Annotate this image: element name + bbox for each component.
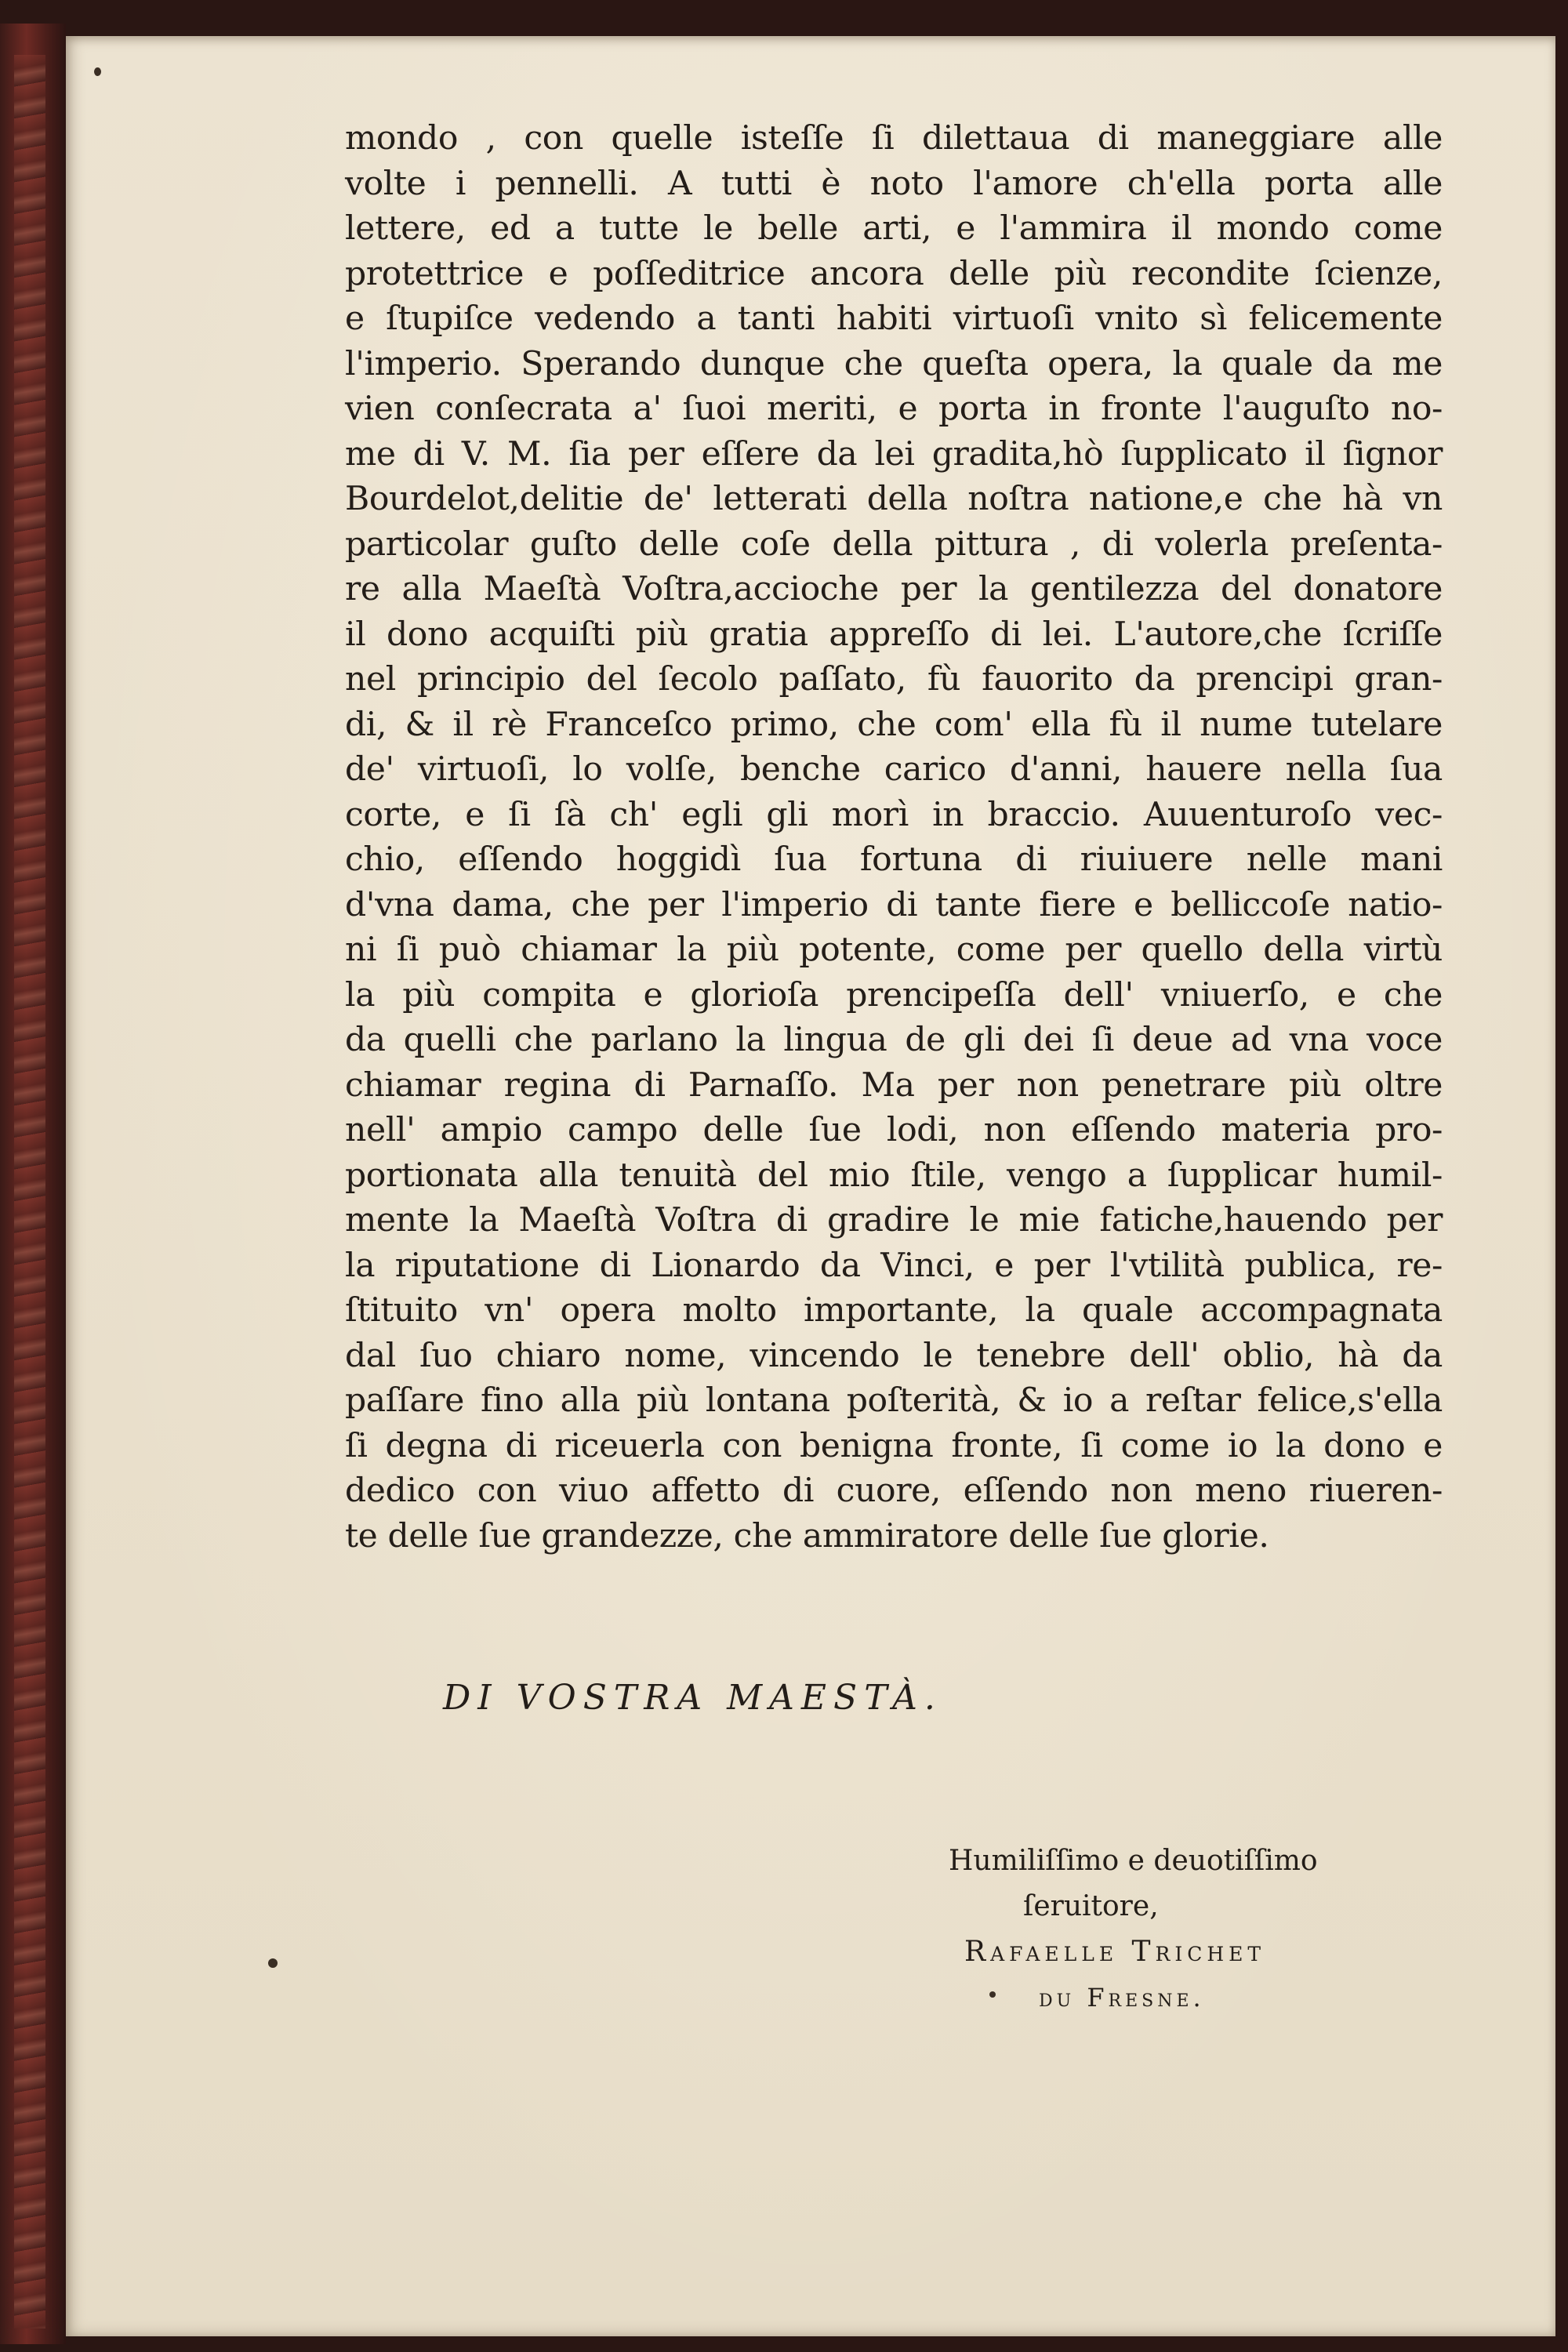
- text-line: volte i pennelli. A tutti è noto l'amore ch'ella porta alle: [345, 164, 1443, 203]
- text-line: dal ſuo chiaro nome, vincendo le tenebre dell' oblio, hà da: [345, 1336, 1443, 1375]
- text-line: d'vna dama, che per l'imperio di tante fiere e belliccoſe natio-: [345, 885, 1443, 924]
- cover-edge: [0, 24, 66, 2344]
- text-line: protettrice e poſſeditrice ancora delle più recondite ſcienze,: [345, 254, 1443, 293]
- text-line: te delle ſue grandezze, che ammiratore delle ſue glorie.: [345, 1516, 1269, 1555]
- author-name-suffix: du Fresne.: [1039, 1983, 1205, 2013]
- text-line: e ſtupiſce vedendo a tanti habiti virtuoſi vnito sì felicemente: [345, 299, 1443, 338]
- text-line: me di V. M. ſia per eſſere da lei gradita,hò ſupplicato il ſignor: [345, 434, 1443, 474]
- text-line: lettere, ed a tutte le belle arti, e l'ammira il mondo come: [345, 209, 1443, 248]
- marbled-endpaper: [14, 55, 45, 2328]
- text-line: vien conſecrata a' ſuoi meriti, e porta in fronte l'auguſto no-: [345, 390, 1443, 428]
- text-line: da quelli che parlano la lingua de gli dei ſi deue ad vna voce: [345, 1021, 1443, 1059]
- paper-speck: [268, 1958, 278, 1968]
- text-line: ni ſi può chiamar la più potente, come per quello della virtù: [345, 931, 1443, 969]
- text-line: chio, eſſendo hoggidì ſua fortuna di riuiuere nelle mani: [345, 840, 1443, 879]
- signature-block: [949, 1838, 1435, 2020]
- signature-line: Humiliſſimo e deuotiſſimo: [949, 1845, 1318, 1877]
- text-line: mente la Maeſtà Voſtra di gradire le mie fatiche,hauendo per: [345, 1201, 1443, 1240]
- text-line: ſtituito vn' opera molto importante, la quale accompagnata: [345, 1291, 1443, 1330]
- text-line: particolar guſto delle coſe della pittura , di volerla preſenta-: [345, 524, 1443, 564]
- text-line: portionata alla tenuità del mio ſtile, vengo a ſupplicar humil-: [345, 1156, 1443, 1195]
- text-line: chiamar regina di Parnaſſo. Ma per non penetrare più oltre: [345, 1065, 1443, 1105]
- text-line: l'imperio. Sperando dunque che queſta opera, la quale da me: [345, 344, 1443, 383]
- text-line: nel principio del ſecolo paſſato, fù fauorito da prencipi gran-: [345, 660, 1443, 699]
- text-line: di, & il rè Franceſco primo, che com' ella fù il nume tutelare: [345, 705, 1443, 744]
- closing-salutation: DI VOSTRA MAESTÀ.: [443, 1678, 942, 1718]
- text-line: nell' ampio campo delle ſue lodi, non eſſendo materia pro-: [345, 1111, 1443, 1149]
- text-line: re alla Maeſtà Voſtra,accioche per la gentilezza del donatore: [345, 570, 1443, 608]
- text-line: mondo , con quelle isteſſe ſi dilettaua di maneggiare alle: [345, 119, 1443, 158]
- text-line: il dono acquiſti più gratia appreſſo di lei. L'autore,che ſcriſſe: [345, 615, 1443, 654]
- signature-line: ſeruitore,: [1023, 1890, 1159, 1922]
- text-line: corte, e ſi ſà ch' egli gli morì in braccio. Auuenturoſo vec-: [345, 795, 1443, 834]
- text-line: la più compita e glorioſa prencipeſſa dell' vniuerſo, e che: [345, 975, 1443, 1014]
- text-line: Bourdelot,delitie de' letterati della noſtra natione,e che hà vn: [345, 480, 1443, 518]
- body-text: [345, 116, 1443, 1559]
- text-line: paſſare fino alla più lontana poſterità, & io a reſtar felice,s'ella: [345, 1381, 1443, 1420]
- text-line: la riputatione di Lionardo da Vinci, e per l'vtilità publica, re-: [345, 1246, 1443, 1285]
- text-line: de' virtuoſi, lo volſe, benche carico d'anni, hauere nella ſua: [345, 750, 1443, 789]
- paper-speck: [94, 67, 101, 76]
- author-name: Rafaelle Trichet: [964, 1936, 1266, 1968]
- text-line: ſi degna di riceuerla con benigna fronte, ſi come io la dono e: [345, 1426, 1443, 1465]
- text-line: dedico con viuo affetto di cuore, eſſendo non meno riueren-: [345, 1472, 1443, 1510]
